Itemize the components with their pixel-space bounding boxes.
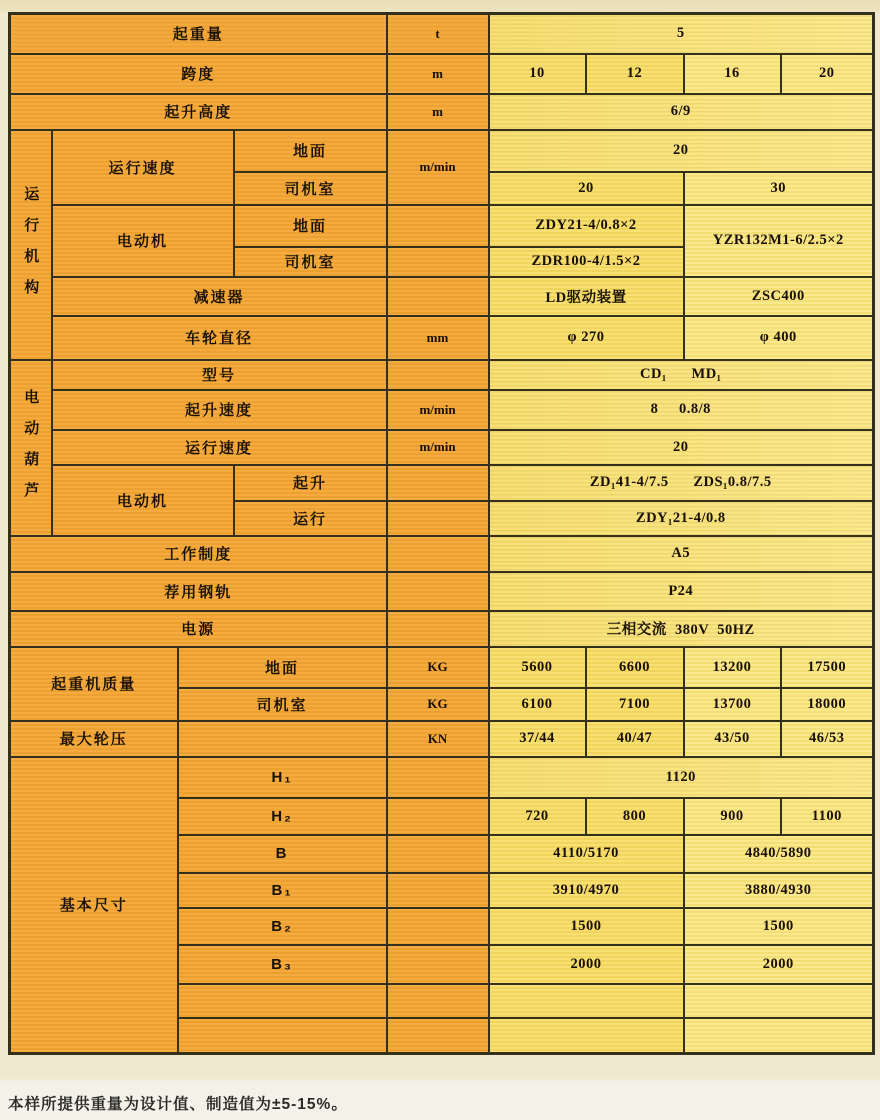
unit-cell: mm xyxy=(387,316,489,360)
row-label-cell: 司机室 xyxy=(178,688,387,721)
value-cell: 40/47 xyxy=(586,721,684,757)
value-cell: 6/9 xyxy=(489,94,874,130)
value-cell: 720 xyxy=(489,798,586,835)
value-cell: 900 xyxy=(684,798,781,835)
unit-cell xyxy=(387,277,489,316)
unit-cell xyxy=(387,908,489,945)
row-label-cell: H₂ xyxy=(178,798,387,835)
value-cell: ZD₁41-4/7.5 ZDS₁0.8/7.5 xyxy=(489,465,874,501)
unit-cell xyxy=(387,1018,489,1054)
value-cell: 20 xyxy=(489,172,684,205)
table-row xyxy=(10,430,874,465)
row-label-cell: B₁ xyxy=(178,873,387,908)
unit-cell xyxy=(387,757,489,798)
table-row xyxy=(10,390,874,430)
table-row xyxy=(10,611,874,647)
unit-cell: m/min xyxy=(387,130,489,205)
unit-cell xyxy=(387,873,489,908)
row-label-cell: 地面 xyxy=(178,647,387,688)
row-label-cell: 电动机 xyxy=(52,465,234,536)
unit-cell xyxy=(387,945,489,984)
row-label-cell: 起重量 xyxy=(10,14,387,54)
unit-cell xyxy=(387,798,489,835)
row-label-cell: 运行速度 xyxy=(52,430,387,465)
value-cell: ZDY21-4/0.8×2 xyxy=(489,205,684,247)
section-vertical-label: 运行机构 xyxy=(10,130,52,360)
unit-cell xyxy=(387,984,489,1018)
table-row xyxy=(10,536,874,572)
value-cell: 6600 xyxy=(586,647,684,688)
row-label-cell: 跨度 xyxy=(10,54,387,94)
row-label-cell xyxy=(178,721,387,757)
table-row xyxy=(10,130,874,172)
row-label-cell xyxy=(178,984,387,1018)
value-cell: 8 0.8/8 xyxy=(489,390,874,430)
row-label-cell: 起升速度 xyxy=(52,390,387,430)
value-cell: 13200 xyxy=(684,647,781,688)
value-cell: 37/44 xyxy=(489,721,586,757)
row-label-cell: 电动机 xyxy=(52,205,234,277)
table-row xyxy=(10,465,874,501)
row-label-cell: 减速器 xyxy=(52,277,387,316)
table-row xyxy=(10,757,874,798)
value-cell: LD驱动装置 xyxy=(489,277,684,316)
unit-cell xyxy=(387,205,489,247)
unit-cell xyxy=(387,835,489,873)
value-cell: 5 xyxy=(489,14,874,54)
value-cell: 2000 xyxy=(684,945,874,984)
value-cell: P24 xyxy=(489,572,874,611)
value-cell: 12 xyxy=(586,54,684,94)
value-cell: 1120 xyxy=(489,757,874,798)
value-cell: 4840/5890 xyxy=(684,835,874,873)
value-cell: CD₁ MD₁ xyxy=(489,360,874,390)
row-label-cell: B₃ xyxy=(178,945,387,984)
value-cell: 1100 xyxy=(781,798,874,835)
value-cell: 3910/4970 xyxy=(489,873,684,908)
value-cell: 18000 xyxy=(781,688,874,721)
value-cell: 7100 xyxy=(586,688,684,721)
footer-note: 本样所提供重量为设计值、制造值为±5-15%。 xyxy=(8,1096,348,1113)
row-label-cell: 电源 xyxy=(10,611,387,647)
row-label-cell: 起重机质量 xyxy=(10,647,178,721)
unit-cell xyxy=(387,536,489,572)
value-cell: YZR132M1-6/2.5×2 xyxy=(684,205,874,277)
unit-cell xyxy=(387,247,489,277)
value-cell: A5 xyxy=(489,536,874,572)
row-label-cell: 地面 xyxy=(234,130,387,172)
value-cell: 2000 xyxy=(489,945,684,984)
unit-cell: KN xyxy=(387,721,489,757)
value-cell: 13700 xyxy=(684,688,781,721)
unit-cell xyxy=(387,572,489,611)
table-row xyxy=(10,205,874,247)
value-cell: 1500 xyxy=(684,908,874,945)
row-label-cell: 车轮直径 xyxy=(52,316,387,360)
unit-cell xyxy=(387,360,489,390)
value-cell: 3880/4930 xyxy=(684,873,874,908)
value-cell: 20 xyxy=(489,130,874,172)
table-row xyxy=(10,277,874,316)
value-cell xyxy=(489,1018,684,1054)
value-cell: 30 xyxy=(684,172,874,205)
unit-cell: m/min xyxy=(387,390,489,430)
unit-cell: KG xyxy=(387,647,489,688)
value-cell xyxy=(684,984,874,1018)
value-cell: 5600 xyxy=(489,647,586,688)
table-row xyxy=(10,94,874,130)
value-cell: 4110/5170 xyxy=(489,835,684,873)
value-cell: ZDR100-4/1.5×2 xyxy=(489,247,684,277)
row-label-cell: H₁ xyxy=(178,757,387,798)
unit-cell: m/min xyxy=(387,430,489,465)
table-row xyxy=(10,647,874,688)
value-cell: 46/53 xyxy=(781,721,874,757)
value-cell: 20 xyxy=(781,54,874,94)
row-label-cell: 司机室 xyxy=(234,247,387,277)
row-label-cell: 荐用钢轨 xyxy=(10,572,387,611)
value-cell: 43/50 xyxy=(684,721,781,757)
unit-cell: m xyxy=(387,54,489,94)
row-label-cell: 工作制度 xyxy=(10,536,387,572)
value-cell: φ 270 xyxy=(489,316,684,360)
row-label-cell: 起升高度 xyxy=(10,94,387,130)
unit-cell xyxy=(387,501,489,536)
row-label-cell xyxy=(178,1018,387,1054)
row-label-cell: 运行速度 xyxy=(52,130,234,205)
value-cell: 20 xyxy=(489,430,874,465)
unit-cell: KG xyxy=(387,688,489,721)
value-cell: 16 xyxy=(684,54,781,94)
unit-cell xyxy=(387,611,489,647)
unit-cell: m xyxy=(387,94,489,130)
table-row xyxy=(10,54,874,94)
table-row xyxy=(10,572,874,611)
spec-table xyxy=(8,12,875,1055)
row-label-cell: 起升 xyxy=(234,465,387,501)
value-cell: ZSC400 xyxy=(684,277,874,316)
value-cell: 1500 xyxy=(489,908,684,945)
table-row xyxy=(10,360,874,390)
value-cell: φ 400 xyxy=(684,316,874,360)
row-label-cell: 最大轮压 xyxy=(10,721,178,757)
value-cell: 三相交流 380V 50HZ xyxy=(489,611,874,647)
table-row xyxy=(10,721,874,757)
table-row xyxy=(10,14,874,54)
unit-cell: t xyxy=(387,14,489,54)
row-label-cell: 地面 xyxy=(234,205,387,247)
row-label-cell: 司机室 xyxy=(234,172,387,205)
row-label-cell: B₂ xyxy=(178,908,387,945)
unit-cell xyxy=(387,465,489,501)
row-label-cell: 基本尺寸 xyxy=(10,757,178,1054)
spec-table-body xyxy=(10,14,874,1054)
row-label-cell: 型号 xyxy=(52,360,387,390)
table-row xyxy=(10,316,874,360)
value-cell: 17500 xyxy=(781,647,874,688)
value-cell: 6100 xyxy=(489,688,586,721)
value-cell xyxy=(684,1018,874,1054)
value-cell: ZDY₁21-4/0.8 xyxy=(489,501,874,536)
row-label-cell: 运行 xyxy=(234,501,387,536)
value-cell xyxy=(489,984,684,1018)
value-cell: 10 xyxy=(489,54,586,94)
section-vertical-label: 电动葫芦 xyxy=(10,360,52,536)
row-label-cell: B xyxy=(178,835,387,873)
value-cell: 800 xyxy=(586,798,684,835)
